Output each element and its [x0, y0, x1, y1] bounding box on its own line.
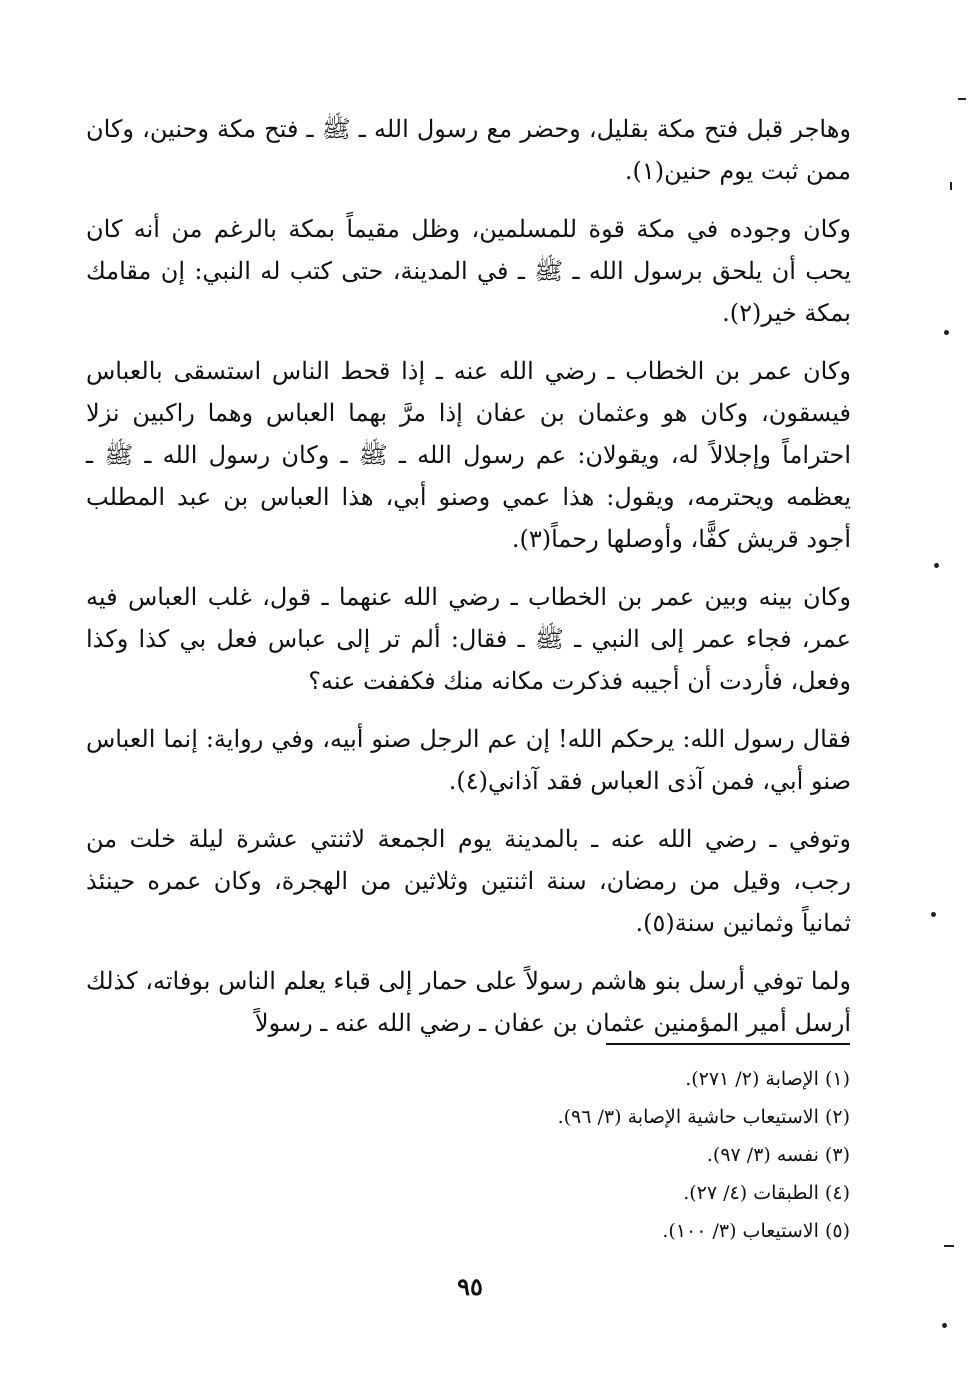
margin-dot — [931, 912, 936, 917]
paragraph-4: وكان بينه وبين عمر بن الخطاب ـ رضي الله عنهما ـ قول، غلب العباس فيه عمر، فجاء عمر إلى النبي ـ ﷺ ـ فقال: ألم تر إلى عباس فعل بي كذا وكذا وفعل، فأردت أن أجيبه فذكرت مكانه منك فكففت عنه؟ — [86, 583, 851, 695]
margin-tick — [950, 182, 952, 190]
paragraph-2: وكان وجوده في مكة قوة للمسلمين، وظل مقيماً بمكة بالرغم من أنه كان يحب أن يلحق برسول الله ـ ﷺ ـ في المدينة، حتى كتب له النبي: إن مقامك بمكة خير(٢). — [86, 215, 851, 327]
footnote-3: (٣) نفسه (٣/ ٩٧). — [706, 1144, 850, 1166]
paragraph-5: فقال رسول الله: يرحكم الله! إن عم الرجل صنو أبيه، وفي رواية: إنما العباس صنو أبي، فمن آذى العباس فقد آذاني(٤). — [86, 725, 851, 795]
footnote-1: (١) الإصابة (٢/ ٢٧١). — [685, 1068, 850, 1090]
footnote-5: (٥) الاستيعاب (٣/ ١٠٠). — [662, 1220, 850, 1242]
footnotes — [380, 1060, 850, 1250]
margin-tick — [944, 1245, 954, 1247]
paragraph-1: وهاجر قبل فتح مكة بقليل، وحضر مع رسول الله ـ ﷺ ـ فتح مكة وحنين، وكان ممن ثبت يوم حنين(١). — [86, 115, 851, 185]
footnote-2: (٢) الاستيعاب حاشية الإصابة (٣/ ٩٦). — [557, 1106, 850, 1128]
main-text — [86, 108, 851, 1060]
page-number: ٩٥ — [457, 1272, 483, 1301]
paragraph-3: وكان عمر بن الخطاب ـ رضي الله عنه ـ إذا قحط الناس استسقى بالعباس فيسقون، وكان هو وعثمان بن عفان إذا مرَّ بهما العباس وهما راكبين نزلا احتراماً وإجلالاً له، ويقولان: عم رسول الله ـ ﷺ ـ وكان رسول الله ـ ﷺ ـ يعظمه ويحترمه، ويقول: هذا عمي وصنو أبي، هذا العباس بن عبد المطلب أجود قريش كفًّا، وأوصلها رحماً(٣). — [86, 357, 852, 553]
footnote-separator — [606, 1043, 850, 1045]
margin-dot — [934, 563, 939, 568]
paragraph-6: وتوفي ـ رضي الله عنه ـ بالمدينة يوم الجمعة لاثنتي عشرة ليلة خلت من رجب، وقيل من رمضان، سنة اثنتين وثلاثين من الهجرة، وكان عمره حينئذ ثمانياً وثمانين سنة(٥). — [86, 825, 851, 937]
footnote-4: (٤) الطبقات (٤/ ٢٧). — [683, 1182, 850, 1204]
margin-dot — [944, 330, 949, 335]
margin-dot — [942, 1323, 947, 1328]
paragraph-7: ولما توفي أرسل بنو هاشم رسولاً على حمار إلى قباء يعلم الناس بوفاته، كذلك أرسل أمير المؤمنين عثمان بن عفان ـ رضي الله عنه ـ رسولاً — [86, 967, 851, 1037]
margin-tick — [958, 98, 966, 100]
